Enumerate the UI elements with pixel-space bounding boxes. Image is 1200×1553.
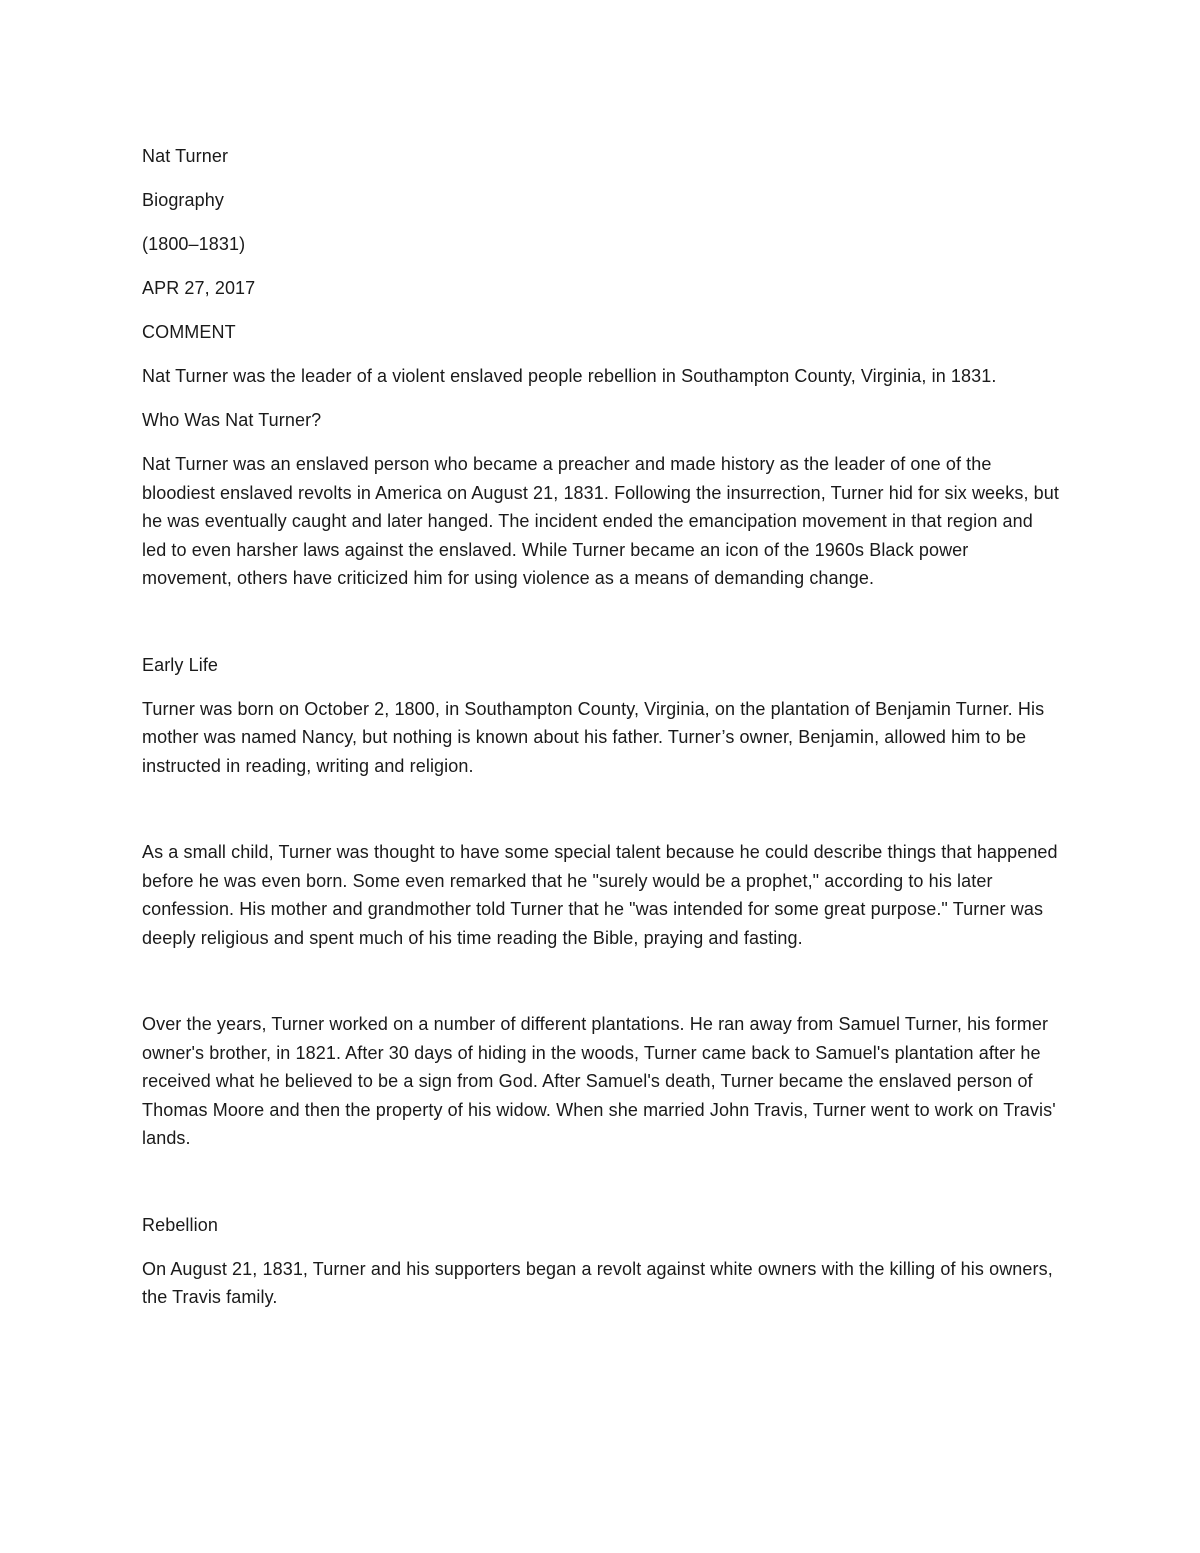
early-life-paragraph-2: As a small child, Turner was thought to have some special talent because he could describe things that happened before he was even born. Some even remarked that he "surely would be a prophet," according to his later confession. His mother and grandmother told Turner that he "was intended for some great purpose." Turner was deeply religious and spent much of his time reading the Bible, praying and fasting. [142, 842, 1058, 948]
section-heading-early-life: Early Life [142, 654, 219, 675]
section-paragraph-who: Nat Turner was an enslaved person who became a preacher and made history as the leader of one of the bloodiest enslaved revolts in America on August 21, 1831. Following the insurrection, Turner hid for six weeks, but he was eventually caught and later hanged. The incident ended the emancipation movement in that region and led to even harsher laws against the enslaved. While Turner became an icon of the 1960s Black power movement, others have criticized him for using violence as a means of demanding change. [142, 454, 1059, 588]
section-heading-rebellion: Rebellion [142, 1214, 218, 1235]
summary-paragraph: Nat Turner was the leader of a violent enslaved people rebellion in Southampton County, Virginia, in 1831. [142, 366, 997, 386]
document-title: Nat Turner [142, 146, 229, 166]
comment-label: COMMENT [142, 322, 236, 342]
section-heading-who: Who Was Nat Turner? [142, 410, 322, 430]
document-date: APR 27, 2017 [142, 278, 256, 298]
early-life-paragraph-1: Turner was born on October 2, 1800, in Southampton County, Virginia, on the plantation of Benjamin Turner. His mother was named Nancy, but nothing is known about his father. Turner’s owner, Benjamin, allowed him to be instructed in reading, writing and religion. [142, 698, 1045, 776]
document-body [142, 142, 1062, 1312]
rebellion-paragraph: On August 21, 1831, Turner and his supporters began a revolt against white owners with the killing of his owners, the Travis family. [142, 1258, 1053, 1307]
early-life-paragraph-3: Over the years, Turner worked on a number of different plantations. He ran away from Samuel Turner, his former owner's brother, in 1821. After 30 days of hiding in the woods, Turner came back to Samuel's plantation after he received what he believed to be a sign from God. After Samuel's death, Turner became the enslaved person of Thomas Moore and then the property of his widow. When she married John Travis, Turner went to work on Travis' lands. [142, 1014, 1056, 1148]
document-category: Biography [142, 190, 224, 210]
document-lifespan: (1800–1831) [142, 234, 246, 254]
